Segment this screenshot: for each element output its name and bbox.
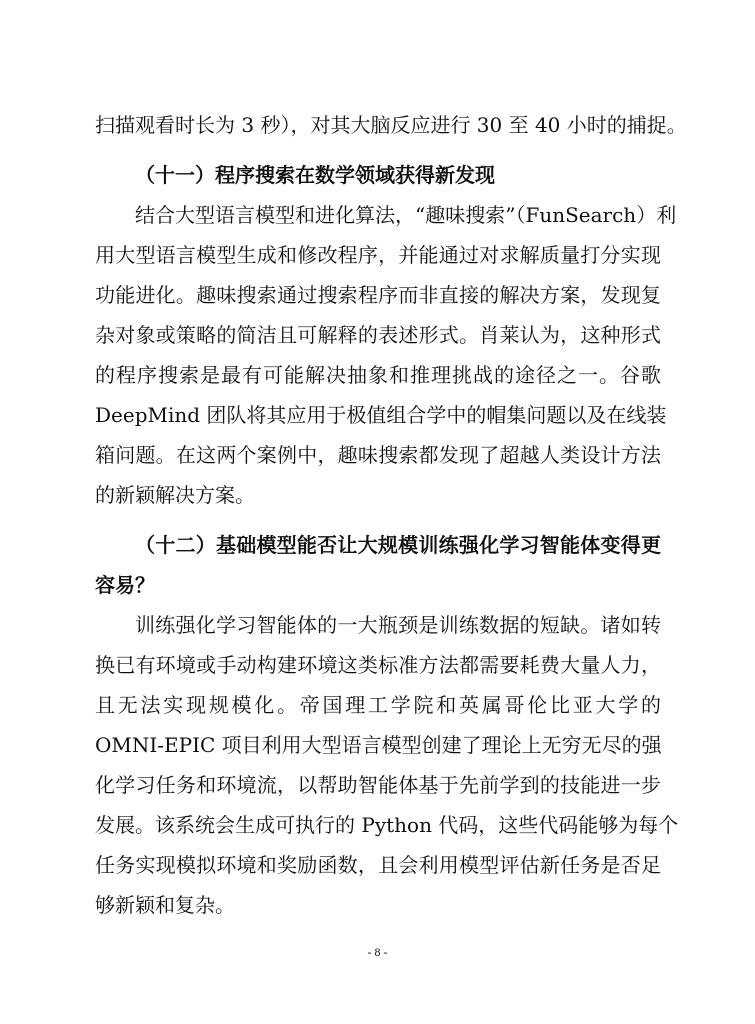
paragraph-funsearch-line-5: 的程序搜索是最有可能解决抽象和推理挑战的途径之一。谷歌 [95, 363, 661, 387]
page-number: - 8 - [367, 945, 388, 959]
paragraph-omni-epic-line-8: 够新颖和复杂。 [95, 893, 235, 917]
paragraph-omni-epic-line-3: 且无法实现规模化。帝国理工学院和英属哥伦比亚大学的 [95, 693, 661, 717]
paragraph-omni-epic-line-1: 训练强化学习智能体的一大瓶颈是训练数据的短缺。诸如转 [135, 613, 661, 637]
paragraph-funsearch-line-7: 箱问题。在这两个案例中，趣味搜索都发现了超越人类设计方法 [95, 443, 661, 467]
paragraph-funsearch-line-4: 杂对象或策略的简洁且可解释的表述形式。肖莱认为，这种形式 [95, 323, 661, 347]
section-heading-eleven: （十一）程序搜索在数学领域获得新发现 [135, 163, 495, 187]
paragraph-funsearch-line-1: 结合大型语言模型和进化算法，“趣味搜索”（FunSearch）利 [135, 203, 677, 227]
continued-paragraph-line-1: 扫描观看时长为 3 秒），对其大脑反应进行 30 至 40 小时的捕捉。 [95, 113, 687, 137]
paragraph-omni-epic-line-7: 任务实现模拟环境和奖励函数，且会利用模型评估新任务是否足 [95, 853, 661, 877]
paragraph-omni-epic-line-2: 换已有环境或手动构建环境这类标准方法都需要耗费大量人力， [95, 653, 661, 677]
paragraph-funsearch-line-3: 功能进化。趣味搜索通过搜索程序而非直接的解决方案，发现复 [95, 283, 661, 307]
paragraph-funsearch-line-6: DeepMind 团队将其应用于极值组合学中的帽集问题以及在线装 [95, 403, 667, 427]
section-heading-twelve-line-1: （十二）基础模型能否让大规模训练强化学习智能体变得更 [135, 533, 661, 557]
paragraph-omni-epic-line-4: OMNI-EPIC 项目利用大型语言模型创建了理论上无穷无尽的强 [95, 733, 662, 757]
paragraph-omni-epic-line-5: 化学习任务和环境流，以帮助智能体基于先前学到的技能进一步 [95, 773, 661, 797]
paragraph-funsearch-line-2: 用大型语言模型生成和修改程序，并能通过对求解质量打分实现 [95, 243, 661, 267]
paragraph-funsearch-line-8: 的新颖解决方案。 [95, 483, 255, 507]
paragraph-omni-epic-line-6: 发展。该系统会生成可执行的 Python 代码，这些代码能够为每个 [95, 813, 679, 837]
section-heading-twelve-line-2: 容易？ [95, 573, 155, 597]
